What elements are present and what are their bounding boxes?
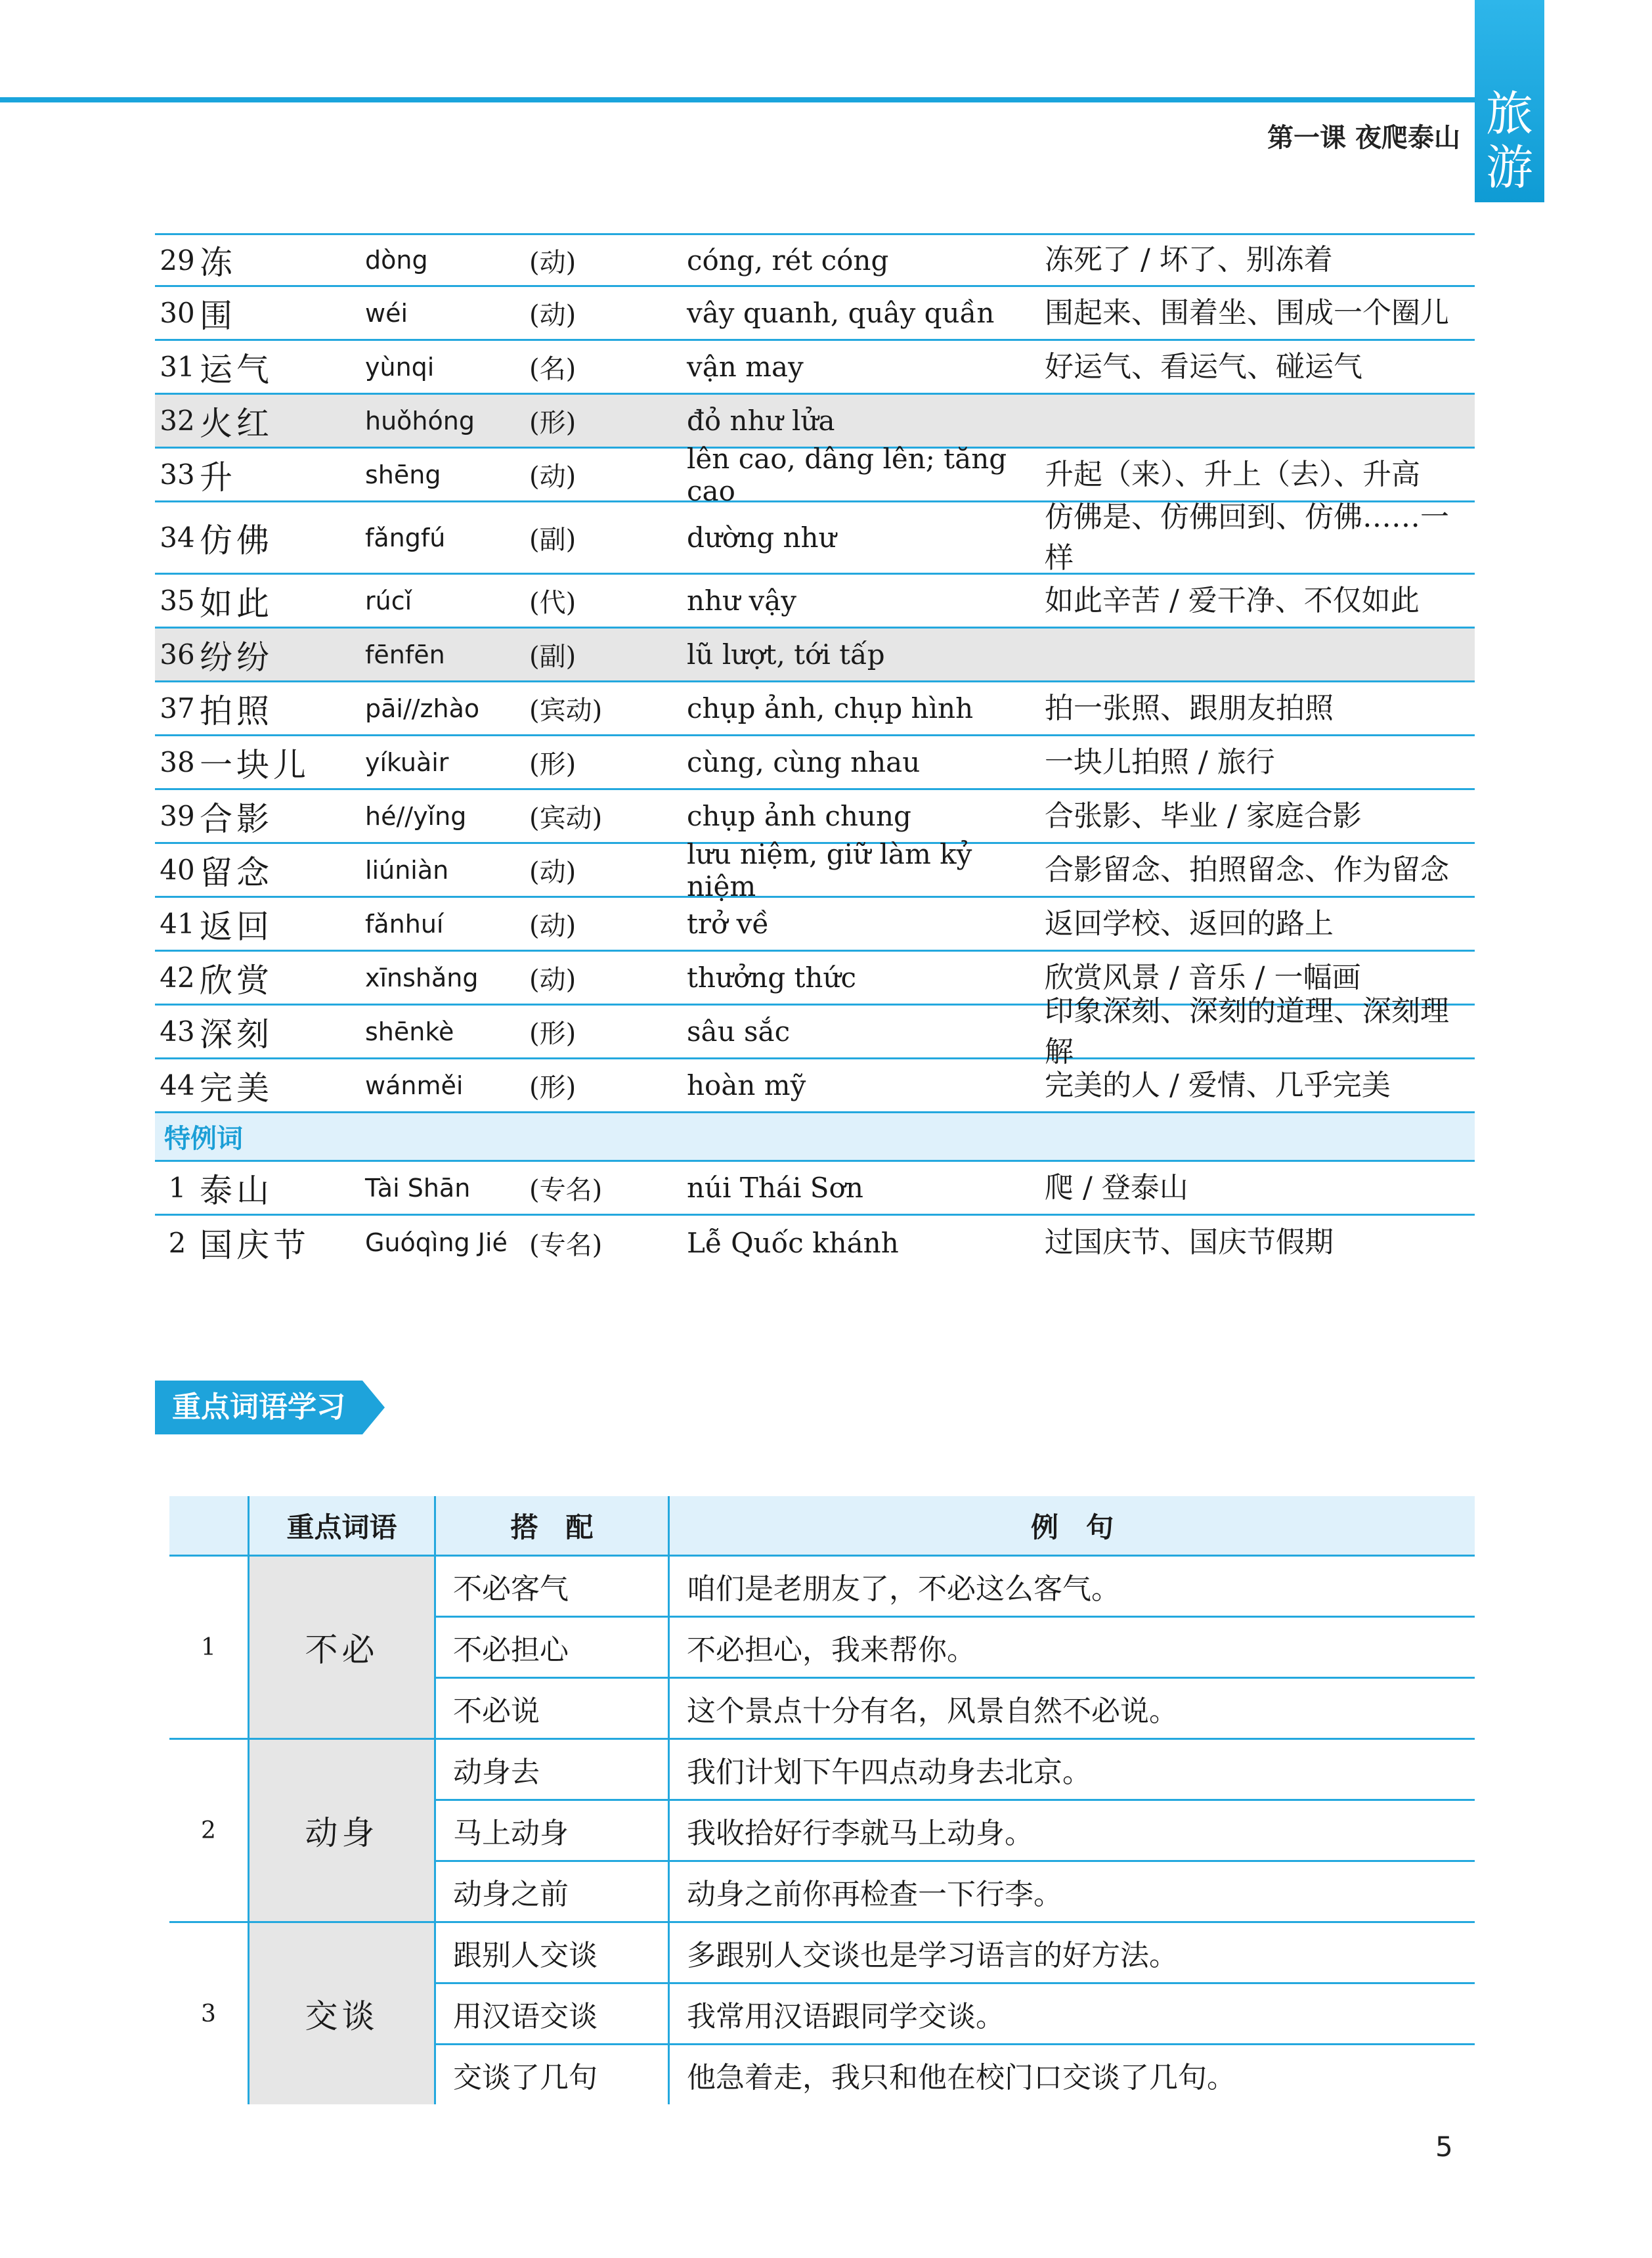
vocab-row <box>155 736 1475 790</box>
vocab-num: 30 <box>160 297 195 329</box>
vocab-word: 返回 <box>200 907 273 946</box>
vocab-word: 完美 <box>200 1069 273 1107</box>
vocab-num: 43 <box>160 1015 195 1048</box>
example-sentence: 这个景点十分有名，风景自然不必说。 <box>687 1694 1178 1728</box>
keyword-table <box>169 1496 1475 2104</box>
top-rule <box>0 97 1475 102</box>
keyword-group <box>169 1557 1475 1740</box>
vocab-row <box>155 1216 1475 1270</box>
vocab-row <box>155 1162 1475 1216</box>
lesson-title: 第一课 夜爬泰山 <box>1267 123 1460 153</box>
vocab-pinyin: wánměi <box>365 1071 464 1100</box>
collocation: 动身之前 <box>436 1862 670 1921</box>
collocation: 马上动身 <box>436 1801 670 1860</box>
vocab-example: 合张影、毕业 / 家庭合影 <box>1045 799 1362 833</box>
vocab-example: 爬 / 登泰山 <box>1045 1170 1188 1205</box>
vocab-row <box>155 629 1475 682</box>
example-sentence: 不必担心，我来帮你。 <box>687 1633 976 1667</box>
vocab-num: 29 <box>160 244 195 277</box>
vocab-pos: (动) <box>529 462 576 492</box>
vocab-row <box>155 994 1475 1069</box>
vocab-num: 1 <box>168 1172 186 1204</box>
vocab-pos: (代) <box>529 588 576 618</box>
vocab-num: 36 <box>160 638 195 671</box>
vocab-pos: (专名) <box>529 1229 603 1260</box>
vocab-row <box>155 898 1475 952</box>
section-title: 重点词语学习 <box>155 1381 362 1434</box>
side-tab-char-1: 旅 <box>1485 86 1533 141</box>
vocab-word: 欣赏 <box>200 961 273 1000</box>
vocab-pos: (专名) <box>529 1175 603 1205</box>
vocab-word: 冻 <box>200 244 236 282</box>
vocab-word: 仿佛 <box>200 521 273 560</box>
vocab-pinyin: huǒhóng <box>365 406 475 435</box>
keyword-table-header <box>169 1496 1475 1557</box>
example-sentence: 我收拾好行李就马上动身。 <box>687 1817 1033 1850</box>
section-arrow-icon <box>362 1381 385 1434</box>
vocab-num: 39 <box>160 800 195 832</box>
vocab-pinyin: dòng <box>365 246 428 275</box>
vocab-row <box>155 502 1475 575</box>
vocab-row <box>155 682 1475 736</box>
vocab-row <box>155 341 1475 395</box>
vocab-example: 好运气、看运气、碰运气 <box>1045 349 1362 384</box>
keyword-word: 动身 <box>250 1740 436 1921</box>
collocation: 跟别人交谈 <box>436 1923 670 1982</box>
keyword-row <box>436 1984 1475 2045</box>
vocab-pinyin: shēnkè <box>365 1017 454 1046</box>
header-example: 例 句 <box>1030 1511 1114 1543</box>
vocab-word: 深刻 <box>200 1015 273 1053</box>
vocab-meaning: cóng, rét cóng <box>687 244 889 277</box>
vocab-row <box>155 442 1475 507</box>
vocab-num: 2 <box>168 1226 186 1259</box>
vocab-meaning: dường như <box>687 521 837 554</box>
example-sentence: 动身之前你再检查一下行李。 <box>687 1878 1062 1911</box>
vocab-pinyin: Tài Shān <box>365 1173 471 1203</box>
vocab-row <box>155 287 1475 341</box>
vocab-word: 泰山 <box>200 1171 273 1210</box>
vocab-example: 印象深刻、深刻的道理、深刻理解 <box>1045 994 1449 1069</box>
vocab-row <box>155 575 1475 629</box>
vocab-meaning: vận may <box>687 351 804 383</box>
example-sentence: 他急着走，我只和他在校门口交谈了几句。 <box>687 2061 1236 2094</box>
vocab-pinyin: shēng <box>365 460 441 489</box>
vocab-word: 留念 <box>200 853 273 892</box>
vocab-example: 如此辛苦 / 爱干净、不仅如此 <box>1045 583 1420 617</box>
vocab-pos: (动) <box>529 965 576 995</box>
keyword-row <box>436 1557 1475 1618</box>
vocab-num: 44 <box>160 1069 195 1101</box>
vocab-pinyin: yùnqi <box>365 352 435 382</box>
vocab-num: 32 <box>160 405 195 437</box>
vocab-num: 37 <box>160 692 195 724</box>
vocab-pinyin: hé//yǐng <box>365 801 467 831</box>
keyword-group <box>169 1740 1475 1923</box>
vocab-pos: (名) <box>529 354 576 384</box>
vocab-example: 返回学校、返回的路上 <box>1045 906 1334 941</box>
header-collocation: 搭 配 <box>436 1496 670 1555</box>
vocab-pos: (动) <box>529 247 576 278</box>
vocab-example: 仿佛是、仿佛回到、仿佛……一样 <box>1045 500 1449 575</box>
vocab-num: 40 <box>160 854 195 886</box>
vocab-meaning: lên cao, dâng lên; tăng cao <box>687 442 1007 507</box>
vocab-meaning: vây quanh, quây quần <box>687 297 995 329</box>
vocab-pinyin: rúcǐ <box>365 586 412 615</box>
vocab-meaning: chụp ảnh, chụp hình <box>687 692 974 724</box>
vocab-num: 33 <box>160 458 195 491</box>
keyword-rows <box>436 1740 1475 1921</box>
vocab-meaning: lũ lượt, tới tấp <box>687 638 885 671</box>
vocab-row <box>155 1059 1475 1113</box>
keyword-row <box>436 1923 1475 1984</box>
vocab-pinyin: wéi <box>365 298 408 328</box>
vocab-pinyin: liúniàn <box>365 855 449 885</box>
vocab-meaning: sâu sắc <box>687 1015 791 1048</box>
vocab-meaning: trở về <box>687 908 770 940</box>
special-words-label: 特例词 <box>155 1113 1475 1162</box>
vocab-pos: (形) <box>529 1019 576 1049</box>
vocab-row <box>155 395 1475 449</box>
vocab-meaning: lưu niệm, giữ làm kỷ niệm <box>687 837 972 902</box>
vocab-pinyin: fēnfēn <box>365 640 445 669</box>
vocab-word: 纷纷 <box>200 638 273 676</box>
vocab-example: 完美的人 / 爱情、几乎完美 <box>1045 1068 1391 1102</box>
vocab-pos: (形) <box>529 749 576 780</box>
vocab-word: 运气 <box>200 350 273 389</box>
vocab-example: 升起（来）、升上（去）、升高 <box>1045 457 1420 491</box>
vocab-example: 围起来、围着坐、围成一个圈儿 <box>1045 296 1449 330</box>
vocab-meaning: cùng, cùng nhau <box>687 746 921 778</box>
vocab-meaning: thưởng thức <box>687 962 857 994</box>
keyword-rows <box>436 1923 1475 2104</box>
keyword-word: 不必 <box>250 1557 436 1738</box>
vocab-example: 一块儿拍照 / 旅行 <box>1045 745 1275 779</box>
vocab-meaning: hoàn mỹ <box>687 1069 806 1101</box>
collocation: 不必说 <box>436 1679 670 1738</box>
header-word: 重点词语 <box>250 1496 436 1555</box>
vocab-word: 合影 <box>200 799 273 838</box>
keyword-row <box>436 1862 1475 1921</box>
vocab-num: 38 <box>160 746 195 778</box>
vocab-row <box>155 790 1475 844</box>
keyword-table-body <box>169 1557 1475 2104</box>
vocab-word: 拍照 <box>200 692 273 730</box>
vocab-example: 冻死了 / 坏了、别冻着 <box>1045 243 1333 277</box>
vocab-example: 拍一张照、跟朋友拍照 <box>1045 691 1334 725</box>
vocab-word: 火红 <box>200 404 273 443</box>
keyword-num: 3 <box>169 1923 250 2104</box>
vocab-pinyin: xīnshǎng <box>365 963 479 992</box>
vocab-pos: (形) <box>529 1073 576 1103</box>
header-num <box>169 1496 250 1555</box>
vocab-word: 一块儿 <box>200 745 310 784</box>
section-heading <box>155 1381 385 1434</box>
vocab-word: 围 <box>200 296 236 335</box>
vocab-meaning: núi Thái Sơn <box>687 1172 863 1204</box>
collocation: 动身去 <box>436 1740 670 1799</box>
vocab-pos: (副) <box>529 525 576 555</box>
example-sentence: 我们计划下午四点动身去北京。 <box>687 1756 1091 1789</box>
vocab-pinyin: yíkuàir <box>365 747 449 777</box>
collocation: 不必担心 <box>436 1618 670 1677</box>
page-number: 5 <box>1435 2131 1453 2163</box>
vocab-table <box>155 233 1475 1270</box>
collocation: 用汉语交谈 <box>436 1984 670 2043</box>
vocab-word: 如此 <box>200 584 273 623</box>
vocab-pinyin: Guóqìng Jié <box>365 1228 508 1257</box>
vocab-pinyin: fǎnhuí <box>365 909 444 939</box>
keyword-group <box>169 1923 1475 2104</box>
vocab-pos: (形) <box>529 408 576 438</box>
vocab-meaning: Lễ Quốc khánh <box>687 1226 899 1259</box>
vocab-pos: (动) <box>529 911 576 941</box>
vocab-pinyin: fǎngfú <box>365 523 446 552</box>
vocab-pos: (宾动) <box>529 696 603 726</box>
vocab-pos: (动) <box>529 300 576 330</box>
vocab-meaning: đỏ như lửa <box>687 405 835 437</box>
example-sentence: 我常用汉语跟同学交谈。 <box>687 2000 1005 2033</box>
keyword-word: 交谈 <box>250 1923 436 2104</box>
keyword-num: 1 <box>169 1557 250 1738</box>
vocab-pos: (宾动) <box>529 803 603 833</box>
keyword-rows <box>436 1557 1475 1738</box>
side-tab-char-2: 游 <box>1485 140 1533 195</box>
vocab-word: 升 <box>200 458 236 497</box>
vocab-word: 国庆节 <box>200 1226 310 1264</box>
vocab-example: 欣赏风景 / 音乐 / 一幅画 <box>1045 960 1361 994</box>
side-tab <box>1475 0 1544 202</box>
vocab-num: 34 <box>160 521 195 554</box>
vocab-pos: (副) <box>529 642 576 672</box>
example-sentence: 多跟别人交谈也是学习语言的好方法。 <box>687 1939 1178 1972</box>
vocab-num: 35 <box>160 585 195 617</box>
vocab-row <box>155 837 1475 902</box>
example-sentence: 咱们是老朋友了，不必这么客气。 <box>687 1572 1120 1606</box>
vocab-num: 41 <box>160 908 195 940</box>
keyword-row <box>436 1801 1475 1862</box>
vocab-pinyin: pāi//zhào <box>365 694 480 723</box>
collocation: 交谈了几句 <box>436 2045 670 2104</box>
keyword-row <box>436 1679 1475 1738</box>
vocab-row <box>155 233 1475 287</box>
vocab-num: 42 <box>160 962 195 994</box>
vocab-example: 合影留念、拍照留念、作为留念 <box>1045 852 1449 887</box>
collocation: 不必客气 <box>436 1557 670 1616</box>
vocab-meaning: chụp ảnh chung <box>687 800 911 832</box>
vocab-num: 31 <box>160 351 195 383</box>
keyword-num: 2 <box>169 1740 250 1921</box>
vocab-example: 过国庆节、国庆节假期 <box>1045 1226 1334 1259</box>
keyword-row <box>436 1618 1475 1679</box>
vocab-pos: (动) <box>529 857 576 887</box>
vocab-meaning: như vậy <box>687 585 796 617</box>
keyword-row <box>436 2045 1475 2104</box>
keyword-row <box>436 1740 1475 1801</box>
